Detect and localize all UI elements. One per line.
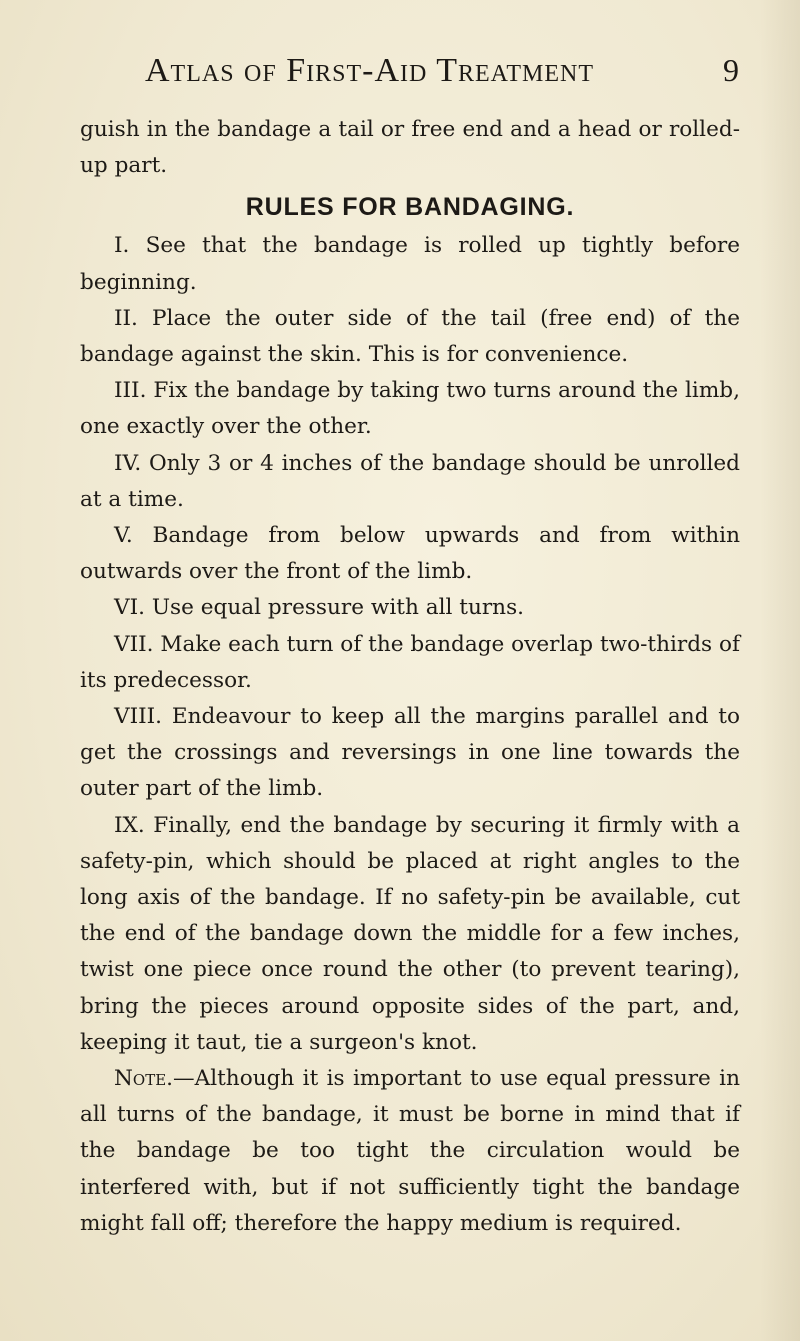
rule-6: VI. Use equal pressure with all turns.: [114, 595, 525, 621]
rule-5: V. Bandage from below upwards and from within outwards over the front of the limb.: [80, 523, 740, 585]
running-header: [145, 52, 740, 92]
text-block: [80, 52, 740, 1242]
section-heading: RULES FOR BANDAGING.: [245, 193, 575, 222]
rule-9: IX. Finally, end the bandage by securing it firmly with a safety-pin, which should be placed at right angles to the long axis of the bandage. If no safety-pin be available, cut the end of the bandage down the middle for a few inches, twist one piece once round the other (to prevent tearing), bring the pieces around opposite sides of the part, and, keeping it taut, tie a surgeon's knot.: [80, 812, 740, 1055]
rule-1: I. See that the bandage is rolled up tightly before beginning.: [80, 233, 740, 295]
opening-paragraph: guish in the bandage a tail or free end and a head or rolled-up part.: [80, 117, 740, 179]
rule-2: II. Place the outer side of the tail (free end) of the bandage against the skin. This is for convenience.: [80, 305, 740, 368]
note-label: Note.: [114, 1066, 174, 1092]
rule-3: III. Fix the bandage by taking two turns around the limb, one exactly over the other.: [80, 378, 740, 440]
page-number: 9: [723, 52, 740, 88]
note-text: —Although it is important to use equal pressure in all turns of the bandage, it must be borne in mind that if the bandage be too tight the circulation would be interfered with, but if not sufficiently tight the bandage might fall off; therefore the happy medium is required.: [80, 1066, 740, 1236]
rule-7: VII. Make each turn of the bandage overlap two-thirds of its predecessor.: [80, 631, 740, 693]
running-title: Atlas of First-Aid Treatment: [145, 52, 594, 89]
note-paragraph: [80, 1061, 740, 1242]
rule-8: VIII. Endeavour to keep all the margins parallel and to get the crossings and reversings in one line towards the outer part of the limb.: [80, 704, 740, 802]
rule-4: IV. Only 3 or 4 inches of the bandage should be unrolled at a time.: [80, 450, 740, 512]
